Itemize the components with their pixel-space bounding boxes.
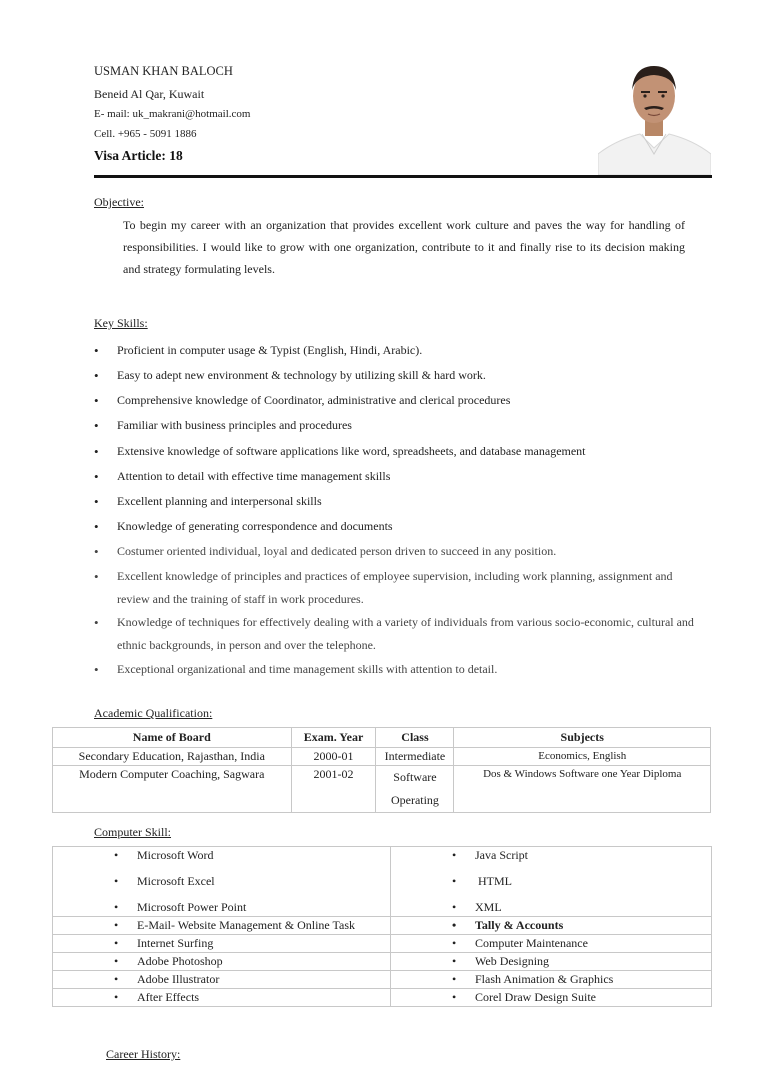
table-row (53, 748, 711, 766)
bullet-icon: • (94, 418, 99, 433)
table-cell (391, 971, 712, 989)
list-item: • Excellent knowledge of principles and practices of employee supervision, including work planning, assignment and review and the training of staff in work procedures. (94, 565, 694, 611)
table-header-row (53, 728, 711, 748)
list-item: • E-Mail- Website Management & Online Task (114, 918, 356, 932)
list-item: • Internet Surfing (114, 936, 214, 950)
list-item: • Easy to adept new environment & technology by utilizing skill & hard work. (94, 364, 694, 387)
table-cell (391, 953, 712, 971)
list-item: • Costumer oriented individual, loyal and dedicated person driven to succeed in any position. (94, 540, 694, 563)
candidate-email: E- mail: uk_makrani@hotmail.com (94, 108, 251, 120)
bullet-icon: • (452, 990, 457, 1004)
list-item: • Web Designing (452, 954, 550, 968)
list-item: • After Effects (114, 990, 200, 1004)
list-item: • Comprehensive knowledge of Coordinator, administrative and clerical procedures (94, 389, 694, 412)
class-continuation: Operating (390, 793, 439, 807)
bullet-icon: • (94, 519, 99, 534)
table-cell (53, 847, 391, 917)
bullet-icon: • (114, 972, 119, 986)
bullet-icon: • (452, 954, 457, 968)
candidate-name: USMAN KHAN BALOCH (94, 64, 233, 78)
table-cell: 2001-02 (291, 766, 376, 813)
table-row (53, 935, 712, 953)
table-row (53, 766, 711, 813)
list-item: • Excellent planning and interpersonal skills (94, 490, 694, 513)
list-item: • XML (452, 900, 502, 914)
table-cell (391, 989, 712, 1007)
table-row (53, 989, 712, 1007)
computer-skill-table (52, 846, 712, 1007)
list-item: • Corel Draw Design Suite (452, 990, 596, 1004)
bullet-icon: • (94, 393, 99, 408)
bullet-icon: • (94, 368, 99, 383)
table-cell (53, 971, 391, 989)
list-item: • Microsoft Power Point (114, 900, 247, 914)
table-cell: 2000-01 (291, 748, 376, 766)
bullet-icon: • (94, 494, 99, 509)
table-cell (391, 935, 712, 953)
academic-table (52, 727, 711, 813)
bullet-icon: • (94, 469, 99, 484)
bullet-icon: • (114, 900, 119, 914)
column-header: Name of Board (53, 728, 292, 748)
list-item: • Flash Animation & Graphics (452, 972, 614, 986)
list-item: • Knowledge of generating correspondence and documents (94, 515, 694, 538)
list-item: • Knowledge of techniques for effectively dealing with a variety of individuals from various socio-economic, cultural and ethnic backgrounds, in person and over the telephone. (94, 611, 694, 657)
list-item: • Familiar with business principles and procedures (94, 414, 694, 437)
table-cell: Dos & Windows Software one Year Diploma (454, 766, 711, 813)
bullet-icon: • (94, 444, 99, 459)
bullet-icon: • (114, 954, 119, 968)
bullet-icon: • (114, 918, 119, 932)
list-item: • HTML (452, 874, 512, 888)
visa-article: Visa Article: 18 (94, 148, 183, 163)
table-cell (391, 847, 712, 917)
bullet-icon: • (114, 848, 119, 862)
bullet-icon: • (94, 615, 99, 630)
bullet-icon: • (114, 936, 119, 950)
table-cell (391, 917, 712, 935)
table-row (53, 971, 712, 989)
table-row (53, 847, 712, 917)
candidate-address: Beneid Al Qar, Kuwait (94, 87, 205, 101)
candidate-phone: Cell. +965 - 5091 1886 (94, 128, 197, 140)
table-cell: Modern Computer Coaching, Sagwara (53, 766, 292, 813)
list-item: • Computer Maintenance (452, 936, 588, 950)
table-cell (53, 917, 391, 935)
objective-text: To begin my career with an organization that provides excellent work culture and paves the way for handling of responsibilities. I would like to grow with one organization, contribute to it and finally rise to its decision making and strategy formulating levels. (123, 218, 685, 277)
table-cell (53, 953, 391, 971)
list-item: • Java Script (452, 848, 528, 862)
profile-photo (598, 62, 711, 175)
computer-skill-heading: Computer Skill: (94, 825, 172, 839)
bullet-icon: • (452, 936, 457, 950)
table-cell (53, 989, 391, 1007)
academic-heading: Academic Qualification: (94, 706, 213, 720)
table-row (53, 953, 712, 971)
column-header: Class (376, 728, 454, 748)
bullet-icon: • (94, 343, 99, 358)
column-header: Exam. Year (291, 728, 376, 748)
list-item: • Tally & Accounts (452, 918, 564, 932)
list-item: • Microsoft Excel (114, 874, 215, 888)
career-history-heading: Career History: (106, 1047, 181, 1061)
bullet-icon: • (94, 662, 99, 677)
bullet-icon: • (452, 848, 457, 862)
column-header: Subjects (454, 728, 711, 748)
table-cell: Intermediate (376, 748, 454, 766)
bullet-icon: • (452, 874, 457, 888)
objective-heading: Objective: (94, 195, 144, 209)
list-item: • Microsoft Word (114, 848, 214, 862)
table-cell: Software Operating (376, 766, 454, 813)
bullet-icon: • (114, 990, 119, 1004)
list-item: • Attention to detail with effective time management skills (94, 465, 694, 488)
bullet-icon: • (452, 900, 457, 914)
bullet-icon: • (94, 569, 99, 584)
bullet-icon: • (94, 544, 99, 559)
list-item: • Exceptional organizational and time management skills with attention to detail. (94, 658, 694, 681)
table-cell: Economics, English (454, 748, 711, 766)
list-item: • Adobe Photoshop (114, 954, 223, 968)
list-item: • Adobe Illustrator (114, 972, 220, 986)
bullet-icon: • (114, 874, 119, 888)
bullet-icon: • (452, 972, 457, 986)
table-cell (53, 935, 391, 953)
table-cell: Secondary Education, Rajasthan, India (53, 748, 292, 766)
bullet-icon: • (452, 918, 457, 932)
key-skills-heading: Key Skills: (94, 316, 148, 330)
list-item: • Proficient in computer usage & Typist (English, Hindi, Arabic). (94, 339, 694, 362)
table-row (53, 917, 712, 935)
list-item: • Extensive knowledge of software applications like word, spreadsheets, and database management (94, 440, 694, 463)
header-divider (94, 175, 712, 178)
